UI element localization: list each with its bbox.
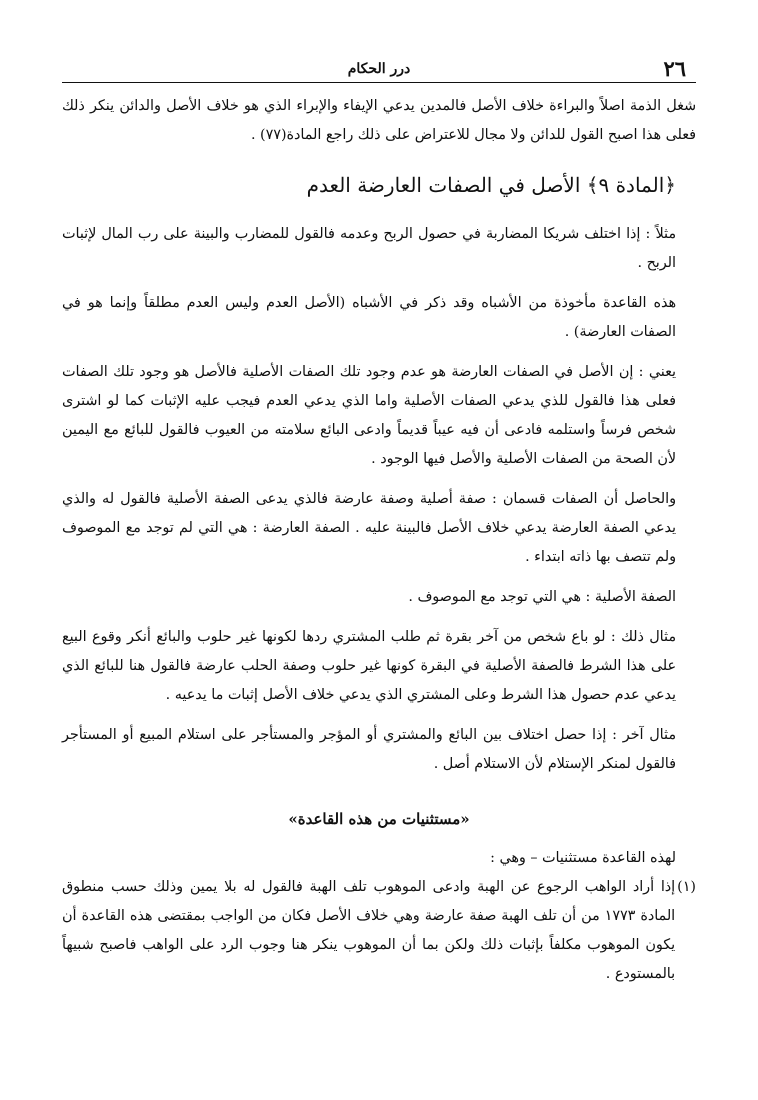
paragraph: لهذه القاعدة مستثنيات – وهي : bbox=[490, 850, 676, 866]
paragraph: شغل الذمة اصلاً والبراءة خلاف الأصل فالمدين يدعي الإيفاء والإبراء الذي هو خلاف الأصل والدائن ينكر ذلك فعلى هذا اصبح القول للدائن ولا مجال للاعتراض على ذلك راجع المادة(٧٧) . bbox=[62, 98, 696, 143]
page-body bbox=[62, 92, 696, 989]
exceptions-heading: «مستثنيات من هذه القاعدة» bbox=[288, 810, 470, 828]
paragraph: مثال ذلك : لو باع شخص من آخر بقرة ثم طلب المشتري ردها لكونها غير حلوب والبائع أنكر وقوع البيع على هذا الشرط فالصفة الأصلية في البقرة كونها غير حلوب وصفة الحلب عارضة فالقول هنا للبائع الذي يدعي عدم حصول هذا الشرط وعلى المشتري الذي يدعي خلاف الأصل إثبات ما يدعيه . bbox=[62, 629, 676, 703]
paragraph: هذه القاعدة مأخوذة من الأشباه وقد ذكر في الأشباه (الأصل العدم وليس العدم مطلقاً وإنما هو في الصفات العارضة) . bbox=[62, 295, 676, 340]
page-header bbox=[62, 50, 696, 83]
paragraph: يعني : إن الأصل في الصفات العارضة هو عدم وجود تلك الصفات الأصلية فالأصل هو وجود تلك الصفات فعلى هذا فالقول للذي يدعي الصفات الأصلية واما الذي يدعي العدم فيجب عليه الإثبات كما لو اشترى شخص فرساً واستلمه فادعى أن فيه عيباً قديماً وادعى البائع سلامته من العيوب فالقول للبائع مع اليمين لأن الصحة من الصفات الأصلية والأصل فيها الوجود . bbox=[62, 364, 676, 467]
list-item-text: إذا أراد الواهب الرجوع عن الهبة وادعى الموهوب تلف الهبة فالقول له بلا يمين وذلك حسب منطوق المادة ١٧٧٣ من أن تلف الهبة صفة عارضة وهي خلاف الأصل فكان من الواجب بمقتضى هذه القاعدة أن يكون الموهوب مكلفاً بإثبات ذلك ولكن بما أن الموهوب ينكر هنا وجوب الرد على الواهب فاصبح شبيهاً بالمستودع . bbox=[62, 879, 676, 982]
article-heading: ﴿المادة ٩﴾ الأصل في الصفات العارضة العدم bbox=[306, 173, 676, 197]
running-title: درر الحكام bbox=[347, 61, 411, 77]
page-number: ٢٦ bbox=[663, 56, 686, 81]
paragraph: الصفة الأصلية : هي التي توجد مع الموصوف . bbox=[408, 589, 676, 605]
list-item-number: (١) bbox=[677, 879, 696, 895]
paragraph: والحاصل أن الصفات قسمان : صفة أصلية وصفة عارضة فالذي يدعى الصفة الأصلية فالقول له والذي يدعي الصفة العارضة يدعي خلاف الأصل فالبينة عليه . الصفة العارضة : هي التي لم توجد مع الموصوف ولم تتصف بها ذاته ابتداء . bbox=[62, 491, 676, 565]
paragraph: مثال آخر : إذا حصل اختلاف بين البائع والمشتري أو المؤجر والمستأجر على استلام المبيع أو المستأجر فالقول لمنكر الإستلام لأن الاستلام أصل . bbox=[62, 727, 676, 772]
paragraph: مثلاً : إذا اختلف شريكا المضاربة في حصول الربح وعدمه فالقول للمضارب والبينة على رب المال لإثبات الربح . bbox=[62, 226, 676, 271]
list-item bbox=[62, 873, 696, 989]
